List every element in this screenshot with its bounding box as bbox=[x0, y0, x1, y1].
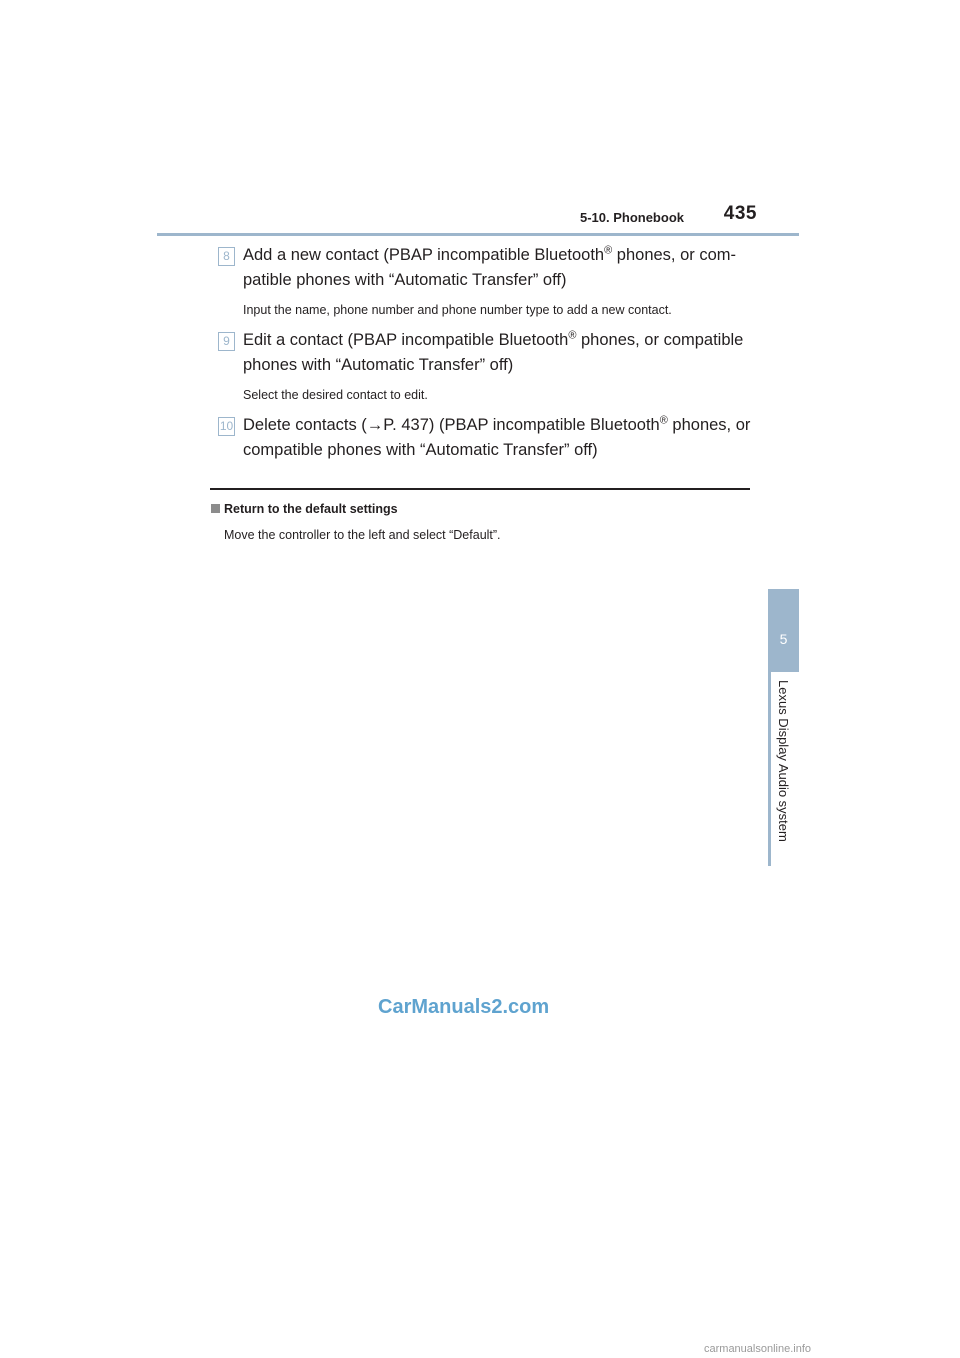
step-title: Delete contacts (→P. 437) (PBAP incompatible Bluetooth® phones, or compatible phones with “Automatic Transfer” off) bbox=[243, 414, 751, 459]
header-rule bbox=[157, 233, 799, 236]
chapter-number: 5 bbox=[779, 631, 788, 647]
section-title: 5-10. Phonebook bbox=[579, 210, 684, 225]
step-description: Select the desired contact to edit. bbox=[243, 388, 428, 402]
square-bullet-icon bbox=[211, 504, 220, 513]
step-number-badge: 8 bbox=[218, 247, 235, 266]
step-description: Input the name, phone number and phone number type to add a new contact. bbox=[243, 303, 672, 317]
page-header bbox=[157, 202, 799, 236]
note-body: Move the controller to the left and select “Default”. bbox=[224, 528, 501, 542]
page-number: 435 bbox=[723, 203, 757, 224]
chapter-label-tab bbox=[768, 672, 799, 866]
chapter-tab bbox=[768, 589, 799, 672]
step-9 bbox=[218, 328, 758, 402]
step-number-badge: 10 bbox=[218, 417, 235, 436]
step-title: Add a new contact (PBAP incompatible Bluetooth® phones, or com-patible phones with “Automatic Transfer” off) bbox=[243, 244, 737, 289]
watermark-link[interactable]: CarManuals2.com bbox=[378, 996, 550, 1018]
footer-link[interactable]: carmanualsonline.info bbox=[704, 1343, 812, 1355]
step-10 bbox=[218, 413, 758, 463]
chapter-label: Lexus Display Audio system bbox=[776, 680, 791, 842]
step-8 bbox=[218, 243, 758, 317]
section-divider bbox=[210, 488, 750, 490]
step-title: Edit a contact (PBAP incompatible Bluetooth® phones, or compatible phones with “Automatic Transfer” off) bbox=[243, 329, 744, 374]
step-number-badge: 9 bbox=[218, 332, 235, 351]
note-heading: Return to the default settings bbox=[211, 502, 398, 516]
